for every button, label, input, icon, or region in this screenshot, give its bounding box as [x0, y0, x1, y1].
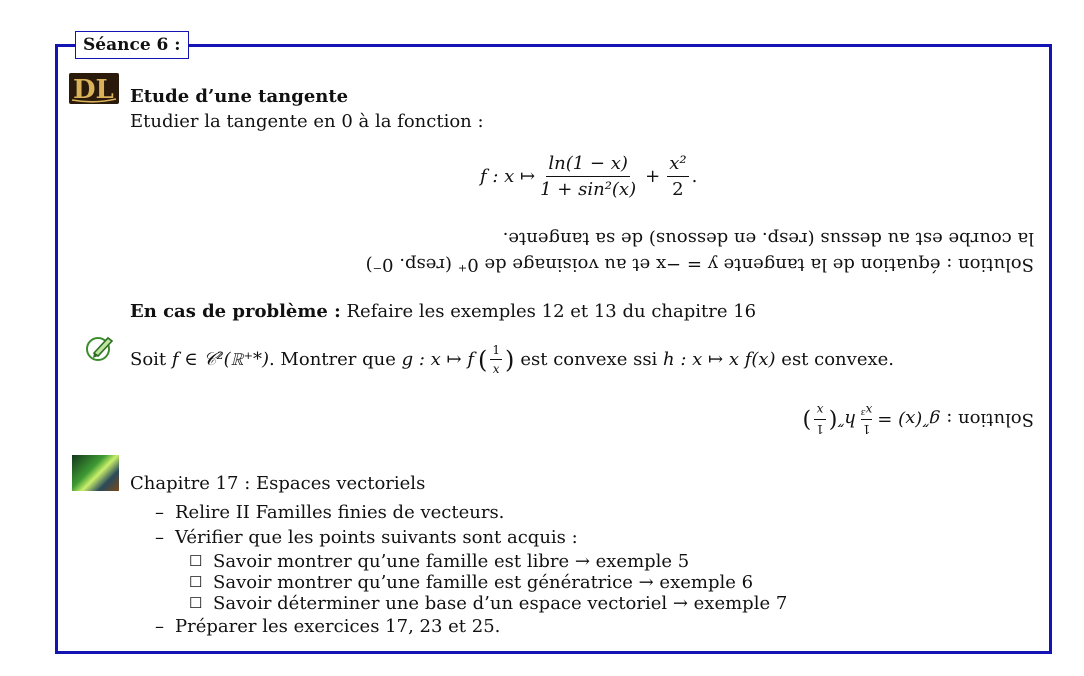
formula-plus: + [645, 166, 661, 187]
section-heading: Etude d’une tangente [130, 86, 349, 107]
exercise-part-4: est convexe. [781, 349, 894, 370]
solution-2-mid: h″ [837, 409, 856, 431]
chapter-item: – Préparer les exercices 17, 23 et 25. [155, 614, 787, 639]
dl-logo-icon [69, 73, 119, 104]
solution-2-frac-den: x³ [860, 403, 873, 418]
pen-icon [84, 333, 116, 363]
solution-2-lhs: g″(x) = [877, 409, 941, 431]
exercise-statement: Soit f ∈ 𝒞²(ℝ⁺*) . Montrer que g : x ↦ f ( $\frac{1}{x}$ ) est convexe ssi h : x ↦ x f(x) est convexe. [130, 343, 894, 376]
formula-end: . [691, 166, 698, 187]
chapter-list [155, 500, 787, 639]
section-intro: Etudier la tangente en 0 à la fonction : [130, 111, 484, 132]
solution-2-frac-num: 1 [861, 420, 873, 437]
solution-2-end-fraction [814, 404, 826, 437]
problem-line [130, 301, 756, 322]
chapter-item: – Relire II Familles finies de vecteurs. [155, 500, 787, 525]
formula-lhs: f : x ↦ [480, 166, 536, 187]
checklist-item: ☐ Savoir déterminer une base d’un espace vectoriel → exemple 7 [189, 593, 787, 614]
checklist [189, 551, 787, 614]
checklist-item: ☐ Savoir montrer qu’une famille est libre → exemple 5 [189, 551, 787, 572]
exercise-fraction [490, 343, 502, 376]
exercise-part-2: . Montrer que [268, 349, 396, 370]
formula-fraction-1 [538, 153, 638, 200]
solution-2-fraction [859, 404, 875, 437]
dl-logo [69, 73, 119, 104]
solution-1-line-1: Solution : équation de la tangente y = −x et au voisinage de 0⁺ (resp. 0⁻) [365, 254, 1034, 275]
exercise-part-1: Soit [130, 349, 167, 370]
chapter-item [155, 525, 787, 614]
formula-frac2-den: 2 [672, 179, 684, 200]
solution-2-end-num: 1 [814, 420, 826, 437]
problem-text: Refaire les exemples 12 et 13 du chapitre 16 [346, 301, 757, 322]
formula-fraction-2 [667, 153, 688, 200]
solution-2-end-den: x [816, 403, 824, 418]
formula-numerator: ln(1 − x) [546, 153, 630, 177]
dl-logo-text: DL [73, 75, 114, 104]
exercise-frac-den: x [492, 362, 500, 376]
problem-label: En cas de problème : [130, 301, 341, 322]
formula-denominator: 1 + sin²(x) [540, 179, 637, 200]
solution-1-line-2: la courbe est au dessus (resp. en dessous) de sa tangente. [502, 228, 1034, 249]
chapter-title: Chapitre 17 : Espaces vectoriels [130, 473, 426, 494]
chapter-item-text: Vérifier que les points suivants sont acquis : [175, 527, 578, 548]
exercise-f-def: f ∈ 𝒞²(ℝ⁺*) [171, 349, 269, 370]
session-title: Séance 6 : [75, 31, 189, 59]
checklist-item: ☐ Savoir montrer qu’une famille est génératrice → exemple 6 [189, 572, 787, 593]
exercise-h-def: h : x ↦ x f(x) [663, 349, 776, 370]
solution-1-block [365, 226, 1034, 276]
solution-2-block: Solution : g″(x) = 1 x³ h″ ( 1 x ) [802, 403, 1034, 437]
exercise-frac-num: 1 [490, 343, 502, 360]
chapter-image [72, 455, 119, 491]
exercise-part-3: est convexe ssi [520, 349, 658, 370]
exercise-g-def: g : x ↦ f [401, 349, 474, 370]
solution-2-prefix: Solution : [946, 409, 1034, 431]
tangent-formula [480, 153, 697, 200]
formula-frac2-num: x² [667, 153, 688, 177]
